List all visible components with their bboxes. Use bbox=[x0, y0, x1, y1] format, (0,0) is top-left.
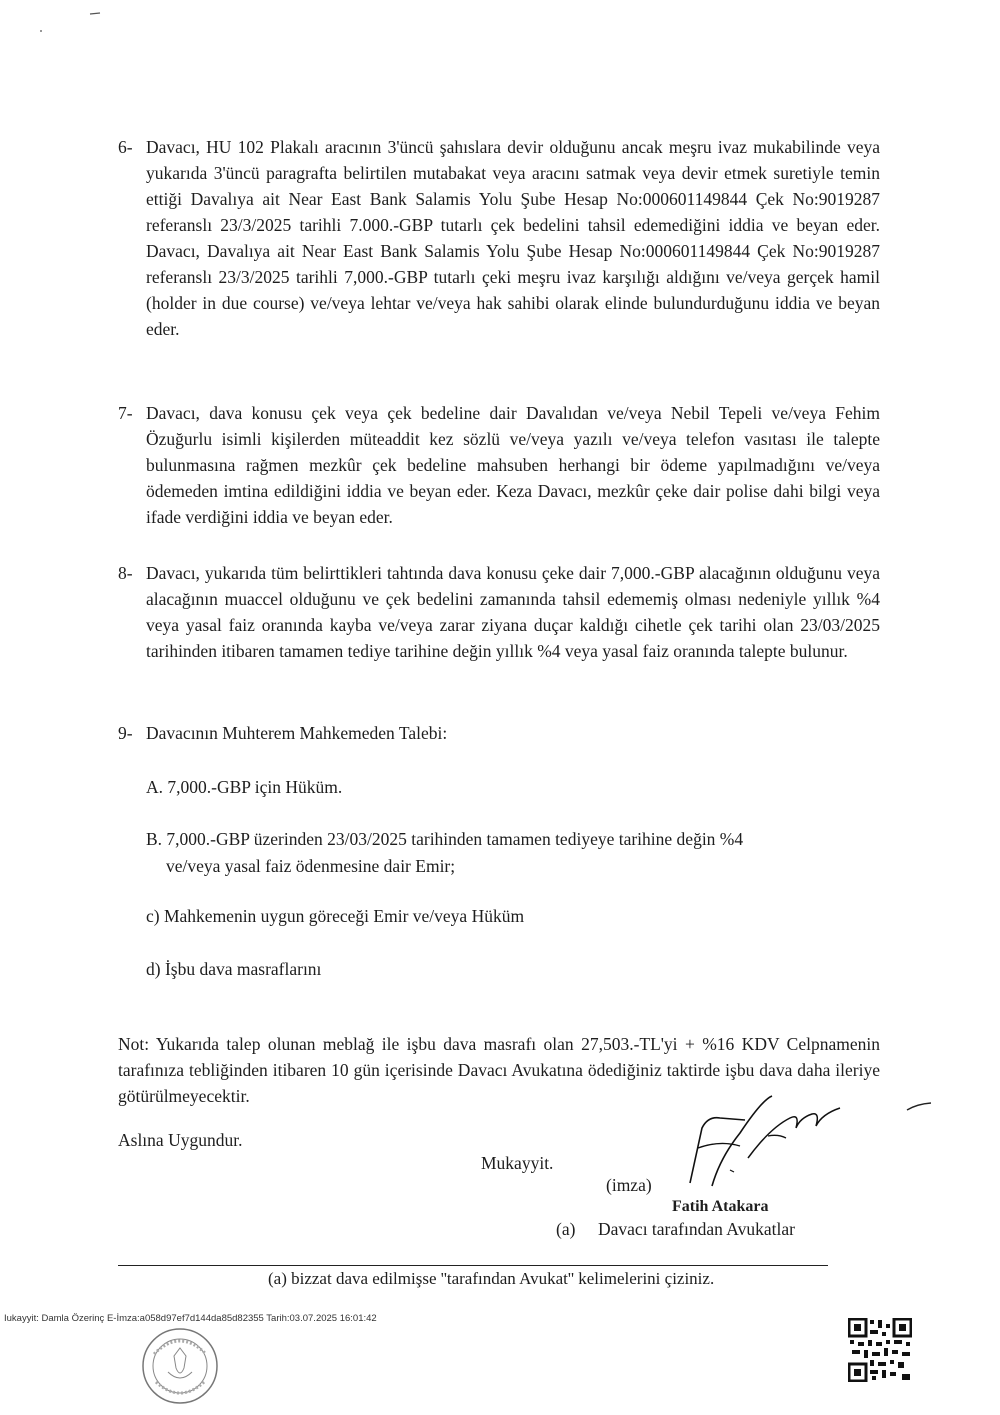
paragraph-text: Davacı, HU 102 Plakalı aracının 3'üncü şahıslara devir olduğunu ancak meşru ivaz mukabilinde veya yukarıda 3'üncü paragrafta belirtilen mutabakat veya aracını satmak veya devir etmek suretiyle temin ettiği Davalıya ait Near East Bank Salamis Yolu Şube Hesap No:000601149844 Çek No:9019287 referanslı 23/3/2025 tarihli 7.000.-GBP tutarlı çek bedelini tahsil edemediğini iddia ve beyan eder. Davacı, Davalıya ait Near East Bank Salamis Yolu Şube Hesap No:000601149844 Çek No:9019287 referanslı 23/3/2025 tarihli 7,000.-GBP tutarlı çeki meşru ivaz karşılığı aldığını ve/veya gerçek hamil (holder in due course) ve/veya lehtar ve/veya hak sahibi olarak elinde bulundurduğunu iddia ve beyan eder. bbox=[146, 137, 880, 339]
handwritten-signature bbox=[650, 1088, 860, 1198]
request-item-c: c) Mahkemenin uygun göreceği Emir ve/veya Hüküm bbox=[146, 906, 525, 926]
footnote-divider bbox=[118, 1265, 828, 1266]
paragraph-number: 7- bbox=[118, 403, 133, 423]
court-seal-icon bbox=[140, 1326, 220, 1406]
lawyer-name: Fatih Atakara bbox=[672, 1198, 769, 1215]
paragraph-7 bbox=[118, 400, 880, 530]
footnote: (a) bizzat dava edilmişse ''tarafından Avukat'' kelimelerini çiziniz. bbox=[268, 1269, 715, 1288]
scan-mark bbox=[86, 8, 106, 18]
note-text: Not: Yukarıda talep olunan meblağ ile işbu dava masrafı olan 27,503.-TL'yi + %16 KDV Celpnamenin tarafınıza tebliğinden itibaren 10 gün içerisinde Davacı Avukatına ödediğiniz taktirde işbu dava daha ileriye götürülmeyecektir. bbox=[118, 1034, 880, 1106]
request-heading: Davacının Muhterem Mahkemeden Talebi: bbox=[146, 723, 448, 743]
request-number: 9- bbox=[118, 723, 133, 743]
paragraph-text: Davacı, dava konusu çek veya çek bedeline dair Davalıdan ve/veya Nebil Tepeli ve/veya Fehim Özuğurlu isimli kişilerden müteaddit kez sözlü ve/veya yazılı ve/veya telefon vasıtası ile talepte bulunmasına rağmen mezkûr çek bedeline mahsuben herhangi bir ödeme yapılmadığını ve/veya ödemeden imtina edildiğini iddia ve beyan eder. Keza Davacı, mezkûr çeke dair polise dahi bilgi veya ifade verdiğini iddia ve beyan eder. bbox=[146, 403, 880, 527]
request-item-d: d) İşbu dava masraflarını bbox=[146, 959, 322, 979]
imza-label: (imza) bbox=[606, 1175, 652, 1195]
scan-dot bbox=[36, 26, 46, 36]
pen-mark bbox=[905, 1100, 935, 1114]
request-item-b: B. 7,000.-GBP üzerinden 23/03/2025 tarihinden tamamen tediyeye tarihine değin %4 bbox=[146, 829, 744, 849]
lawyer-role: Davacı tarafından Avukatlar bbox=[598, 1219, 795, 1239]
paragraph-text: Davacı, yukarıda tüm belirttikleri tahtında dava konusu çeke dair 7,000.-GBP alacağının olduğunu veya alacağının muaccel olduğunu ve çek bedelini zamanında tahsil edememiş olması nedeniyle yıllık %4 veya yasal faiz oranında kayba ve/veya zarar ziyana duçar kaldığı cihetle çek tarihi olan 23/03/2025 tarihinden itibaren tamamen tediye tarihine değin yıllık %4 veya yasal faiz oranında talepte bulunur. bbox=[146, 563, 880, 661]
paragraph-6 bbox=[118, 134, 880, 342]
request-item-a: A. 7,000.-GBP için Hüküm. bbox=[146, 777, 343, 797]
paragraph-number: 8- bbox=[118, 563, 133, 583]
role-marker: (a) bbox=[556, 1219, 576, 1239]
request-item-b-continued: ve/veya yasal faiz ödenmesine dair Emir; bbox=[166, 856, 456, 876]
e-signature-line: Iukayyit: Damla Özerinç E-İmza:a058d97ef7d144da85d82355 Tarih:03.07.2025 16:01:42 bbox=[4, 1313, 377, 1324]
paragraph-8 bbox=[118, 560, 880, 664]
paragraph-number: 6- bbox=[118, 137, 133, 157]
certified-copy-label: Aslına Uygundur. bbox=[118, 1130, 243, 1150]
qr-code-icon bbox=[848, 1318, 912, 1382]
mukayyit-label: Mukayyit. bbox=[481, 1153, 554, 1173]
